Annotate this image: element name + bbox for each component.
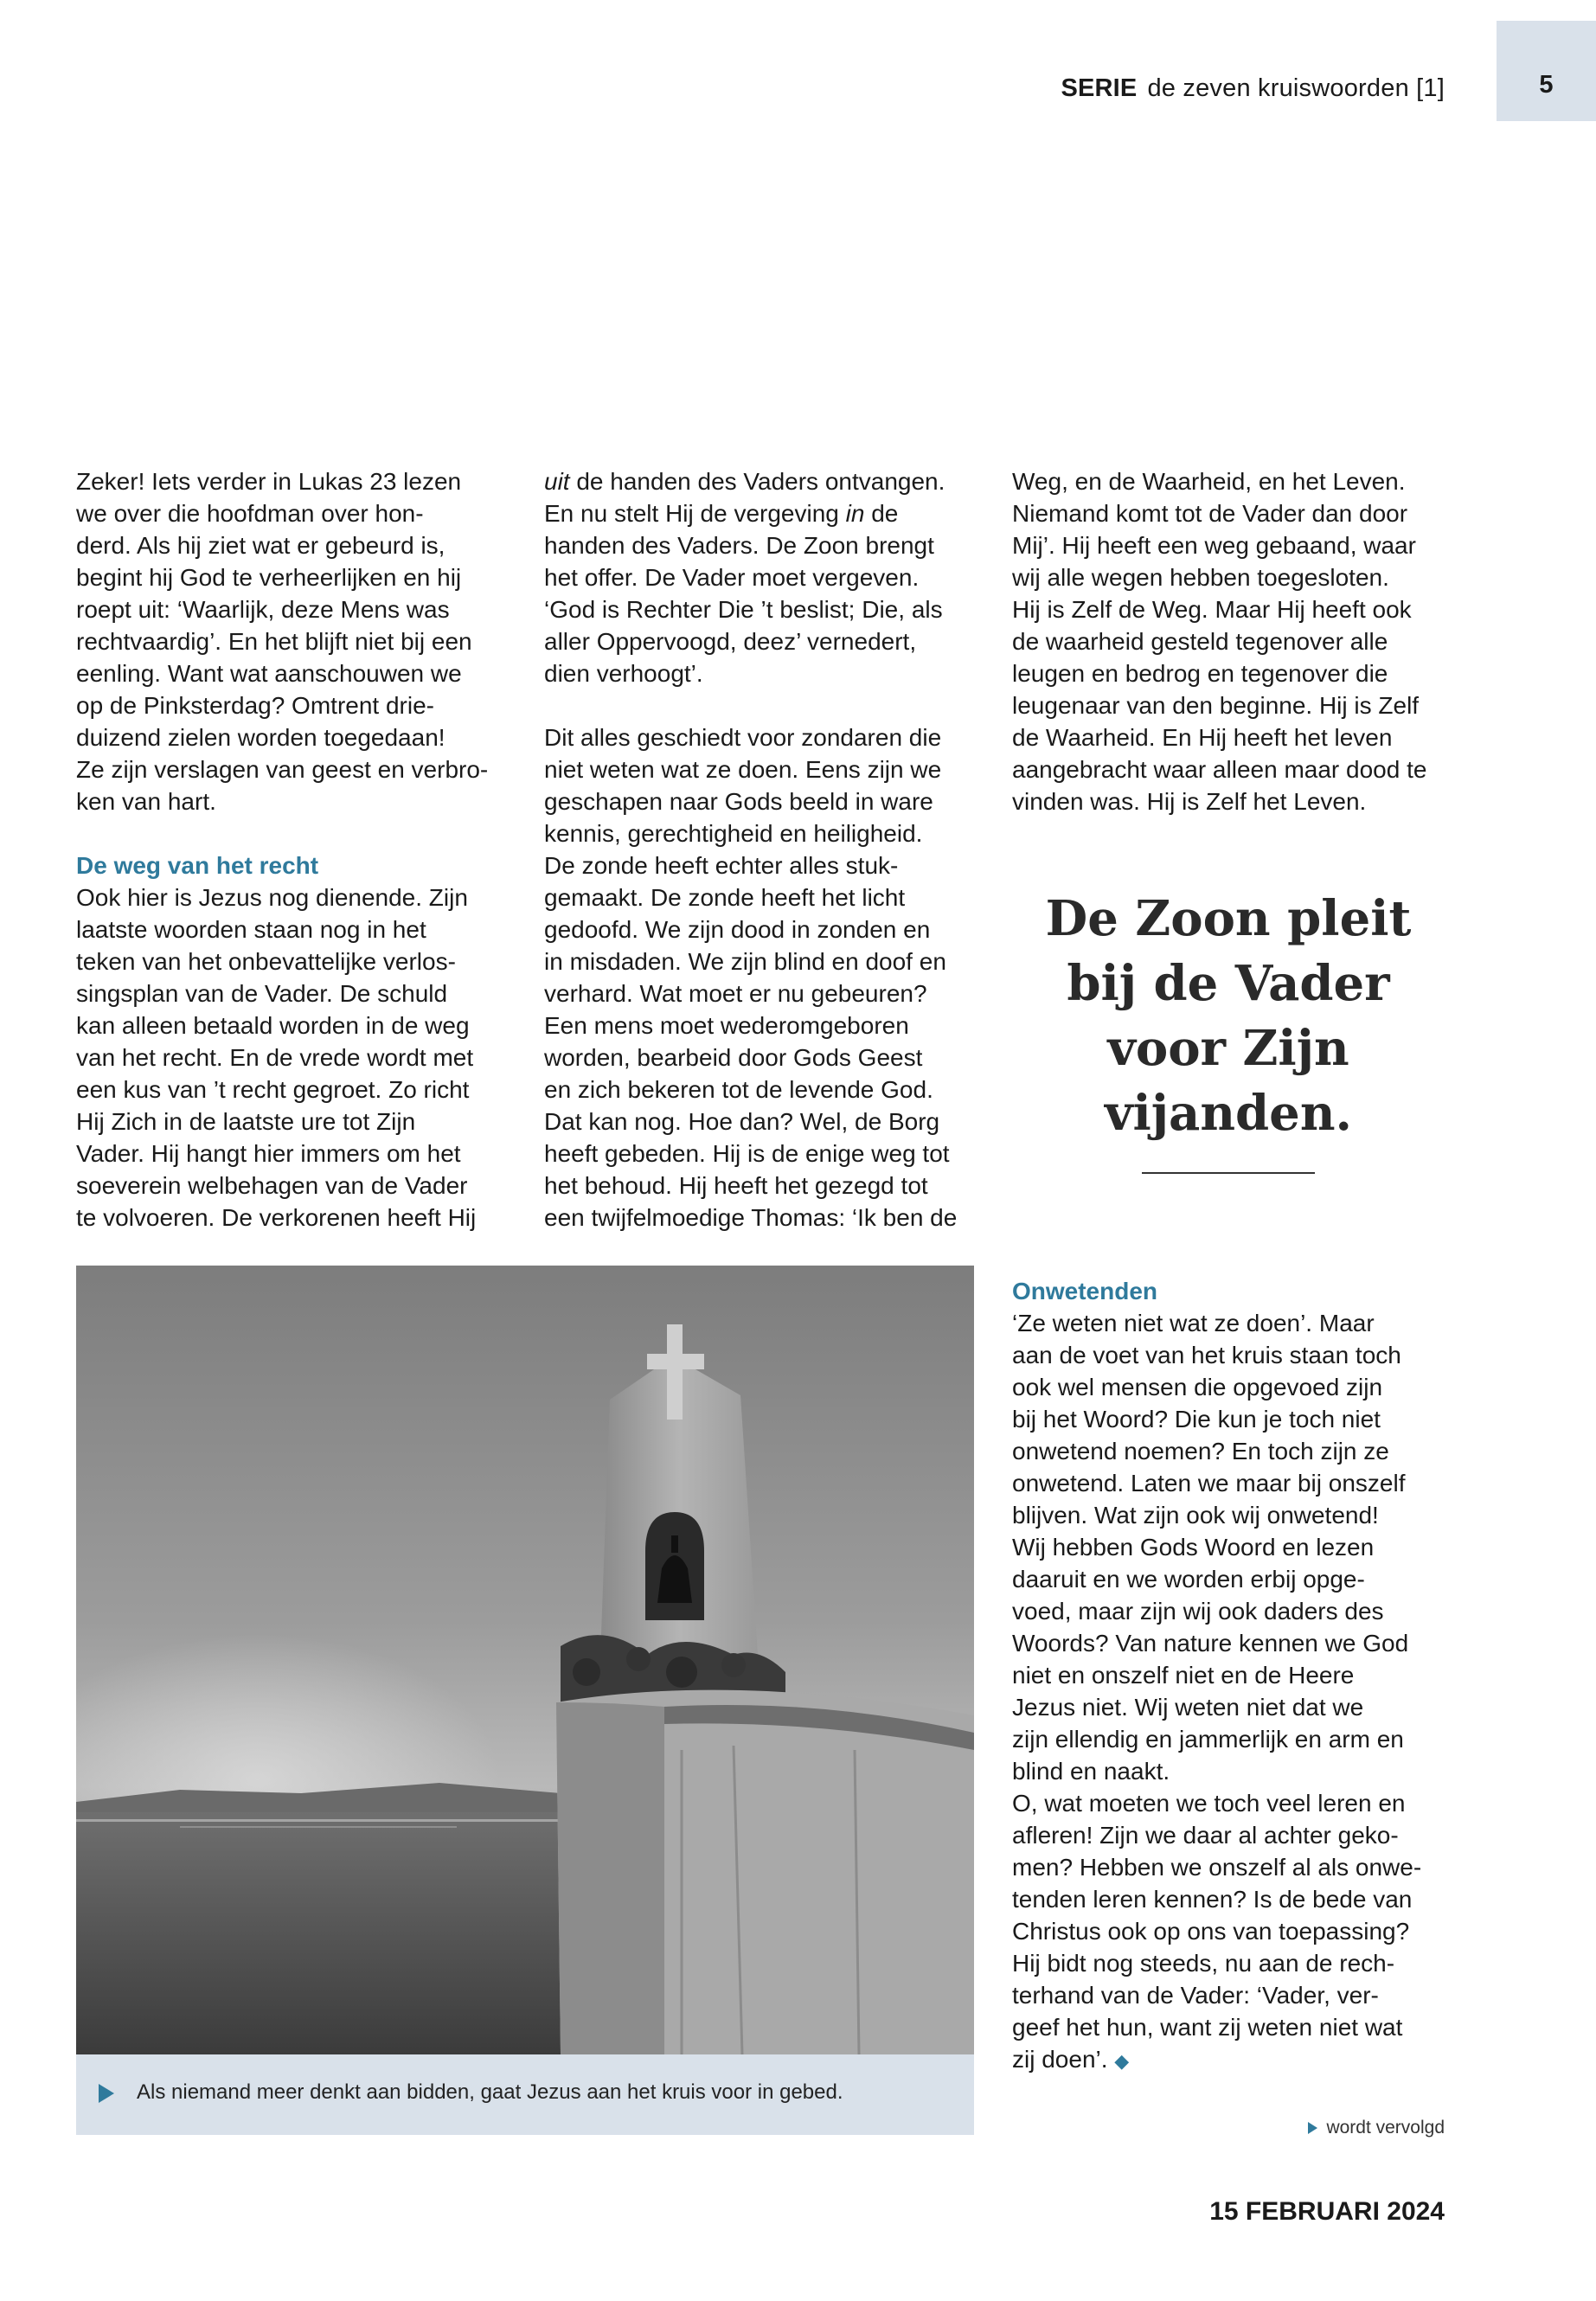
text-line: roept uit: ‘Waarlijk, deze Mens was — [76, 596, 450, 623]
text-line — [544, 465, 957, 497]
text-line: Dit alles geschiedt voor zondaren die — [544, 724, 942, 751]
text-line: te volvoeren. De verkorenen heeft Hij — [76, 1204, 477, 1231]
pull-quote — [1012, 887, 1445, 1146]
paragraph — [1012, 465, 1426, 817]
text-line: geef het hun, want zij weten niet wat — [1012, 2014, 1403, 2041]
pull-quote-rule — [1142, 1172, 1315, 1174]
page-number-tab — [1497, 21, 1596, 121]
text-line: Wij hebben Gods Woord en lezen — [1012, 1534, 1375, 1561]
italic-word: in — [845, 500, 865, 527]
text-line: kennis, gerechtigheid en heiligheid. — [544, 820, 923, 847]
text-line: afleren! Zijn we daar al achter geko- — [1012, 1822, 1399, 1849]
text-line: Hij Zich in de laatste ure tot Zijn — [76, 1108, 416, 1135]
issue-date: 15 FEBRUARI 2024 — [1209, 2197, 1445, 2226]
text-line: dien verhoogt’. — [544, 660, 703, 687]
continued-arrow-icon — [1308, 2122, 1317, 2134]
text-line: verhard. Wat moet er nu gebeuren? — [544, 980, 927, 1007]
text-line: ook wel mensen die opgevoed zijn — [1012, 1374, 1383, 1400]
text-line: de Waarheid. En Hij heeft het leven — [1012, 724, 1393, 751]
text-line: Ook hier is Jezus nog dienende. Zijn — [76, 884, 468, 911]
text-line: heeft gebeden. Hij is de enige weg tot — [544, 1140, 950, 1167]
text-line: duizend zielen worden toegedaan! — [76, 724, 445, 751]
text-line: blind en naakt. — [1012, 1758, 1170, 1785]
text-line: niet weten wat ze doen. Eens zijn we — [544, 756, 942, 783]
text-line: aller Oppervoogd, deez’ vernedert, — [544, 628, 917, 655]
article-column-3 — [1012, 465, 1426, 817]
end-diamond-icon: ◆ — [1114, 2050, 1130, 2072]
text-line: het behoud. Hij heeft het gezegd tot — [544, 1172, 928, 1199]
church-bell-tower-photo — [76, 1266, 974, 2054]
text-line: aangebracht waar alleen maar dood te — [1012, 756, 1427, 783]
text-line: op de Pinksterdag? Omtrent drie- — [76, 692, 434, 719]
text-line: wij alle wegen hebben toegesloten. — [1012, 564, 1389, 591]
text-line: niet en onszelf niet en de Heere — [1012, 1662, 1355, 1689]
text-line: Hij is Zelf de Weg. Maar Hij heeft ook — [1012, 596, 1412, 623]
text-line: kan alleen betaald worden in de weg — [76, 1012, 470, 1039]
caption-text: Als niemand meer denkt aan bidden, gaat Jezus aan het kruis voor in gebed. — [137, 2080, 843, 2104]
text-line: laatste woorden staan nog in het — [76, 916, 426, 943]
text-line: worden, bearbeid door Gods Geest — [544, 1044, 923, 1071]
text-line: Mij’. Hij heeft een weg gebaand, waar — [1012, 532, 1416, 559]
text-line: gemaakt. De zonde heeft het licht — [544, 884, 906, 911]
article-column-1 — [76, 465, 488, 1234]
text-line: daaruit en we worden erbij opge- — [1012, 1566, 1365, 1593]
section-heading: De weg van het recht — [76, 852, 319, 879]
article-column-4 — [1012, 1275, 1421, 2077]
text-line: begint hij God te verheerlijken en hij — [76, 564, 462, 591]
text-line: we over die hoofdman over hon- — [76, 500, 424, 527]
text-fragment: En nu stelt Hij de vergeving — [544, 500, 846, 527]
text-line: leugenaar van den beginne. Hij is Zelf — [1012, 692, 1420, 719]
text-line: zijn ellendig en jammerlijk en arm en — [1012, 1726, 1404, 1753]
text-line: Niemand komt tot de Vader dan door — [1012, 500, 1408, 527]
text-line: geschapen naar Gods beeld in ware — [544, 788, 933, 815]
text-line: teken van het onbevattelijke verlos- — [76, 948, 456, 975]
article-column-2 — [544, 465, 957, 1234]
paragraph — [76, 849, 488, 1234]
text-line: ‘God is Rechter Die ’t beslist; Die, als — [544, 596, 943, 623]
text-line: ken van hart. — [76, 788, 216, 815]
italic-word: uit — [544, 468, 570, 495]
text-line: Vader. Hij hangt hier immers om het — [76, 1140, 461, 1167]
page-number: 5 — [1539, 71, 1554, 99]
series-label: SERIE — [1061, 74, 1138, 102]
running-header — [1061, 74, 1445, 103]
text-fragment: de — [864, 500, 899, 527]
text-line: het offer. De Vader moet vergeven. — [544, 564, 920, 591]
text-line: de waarheid gesteld tegenover alle — [1012, 628, 1388, 655]
text-line: soeverein welbehagen van de Vader — [76, 1172, 468, 1199]
text-line: tenden leren kennen? Is de bede van — [1012, 1886, 1413, 1913]
text-line: terhand van de Vader: ‘Vader, ver- — [1012, 1982, 1379, 2009]
pull-quote-line: De Zoon pleit — [1045, 890, 1412, 947]
text-line: een kus van ’t recht gegroet. Zo richt — [76, 1076, 470, 1103]
caption-arrow-icon — [99, 2084, 114, 2103]
series-title: de zeven kruiswoorden [1] — [1147, 74, 1445, 102]
text-line: aan de voet van het kruis staan toch — [1012, 1342, 1401, 1368]
paragraph — [544, 465, 957, 689]
text-line: singsplan van de Vader. De schuld — [76, 980, 448, 1007]
section-heading: Onwetenden — [1012, 1278, 1158, 1304]
continued-text: wordt vervolgd — [1326, 2118, 1445, 2138]
text-line: derd. Als hij ziet wat er gebeurd is, — [76, 532, 445, 559]
text-line: O, wat moeten we toch veel leren en — [1012, 1790, 1406, 1817]
paragraph — [76, 465, 488, 817]
text-line: vinden was. Hij is Zelf het Leven. — [1012, 788, 1367, 815]
pull-quote-line: bij de Vader — [1067, 955, 1390, 1012]
text-line: onwetend. Laten we maar bij onszelf — [1012, 1470, 1406, 1497]
text-line: men? Hebben we onszelf al als onwe- — [1012, 1854, 1422, 1881]
text-fragment: de handen des Vaders ontvangen. — [569, 468, 945, 495]
paragraph — [544, 721, 957, 1234]
text-line: eenling. Want wat aanschouwen we — [76, 660, 462, 687]
text-line: een twijfelmoedige Thomas: ‘Ik ben de — [544, 1204, 958, 1231]
text-line: Een mens moet wederomgeboren — [544, 1012, 909, 1039]
text-line: onwetend noemen? En toch zijn ze — [1012, 1438, 1389, 1465]
text-line — [1012, 2043, 1421, 2077]
text-line: Zeker! Iets verder in Lukas 23 lezen — [76, 468, 462, 495]
text-fragment: zij doen’. — [1012, 2046, 1108, 2073]
text-line: Jezus niet. Wij weten niet dat we — [1012, 1694, 1364, 1721]
text-line: Christus ook op ons van toepassing? — [1012, 1918, 1410, 1945]
text-line: Ze zijn verslagen van geest en verbro- — [76, 756, 489, 783]
pull-quote-line: voor Zijn — [1107, 1020, 1349, 1077]
text-line: in misdaden. We zijn blind en doof en — [544, 948, 946, 975]
text-line: ‘Ze weten niet wat ze doen’. Maar — [1012, 1310, 1375, 1336]
text-line: bij het Woord? Die kun je toch niet — [1012, 1406, 1381, 1433]
text-line: van het recht. En de vrede wordt met — [76, 1044, 474, 1071]
pull-quote-line: vijanden. — [1104, 1085, 1353, 1142]
text-line: en zich bekeren tot de levende God. — [544, 1076, 933, 1103]
text-line: Hij bidt nog steeds, nu aan de rech- — [1012, 1950, 1395, 1977]
text-line: Dat kan nog. Hoe dan? Wel, de Borg — [544, 1108, 940, 1135]
text-line: Woords? Van nature kennen we God — [1012, 1630, 1409, 1657]
text-line: voed, maar zijn wij ook daders des — [1012, 1598, 1384, 1625]
text-line: handen des Vaders. De Zoon brengt — [544, 532, 934, 559]
text-line: De zonde heeft echter alles stuk- — [544, 852, 899, 879]
text-line: rechtvaardig’. En het blijft niet bij een — [76, 628, 472, 655]
photo-caption — [76, 2054, 974, 2135]
text-line — [544, 497, 957, 529]
text-line: gedoofd. We zijn dood in zonden en — [544, 916, 931, 943]
text-line: blijven. Wat zijn ook wij onwetend! — [1012, 1502, 1379, 1529]
text-line: leugen en bedrog en tegenover die — [1012, 660, 1388, 687]
continued-note — [1308, 2118, 1445, 2138]
text-line: Weg, en de Waarheid, en het Leven. — [1012, 468, 1406, 495]
